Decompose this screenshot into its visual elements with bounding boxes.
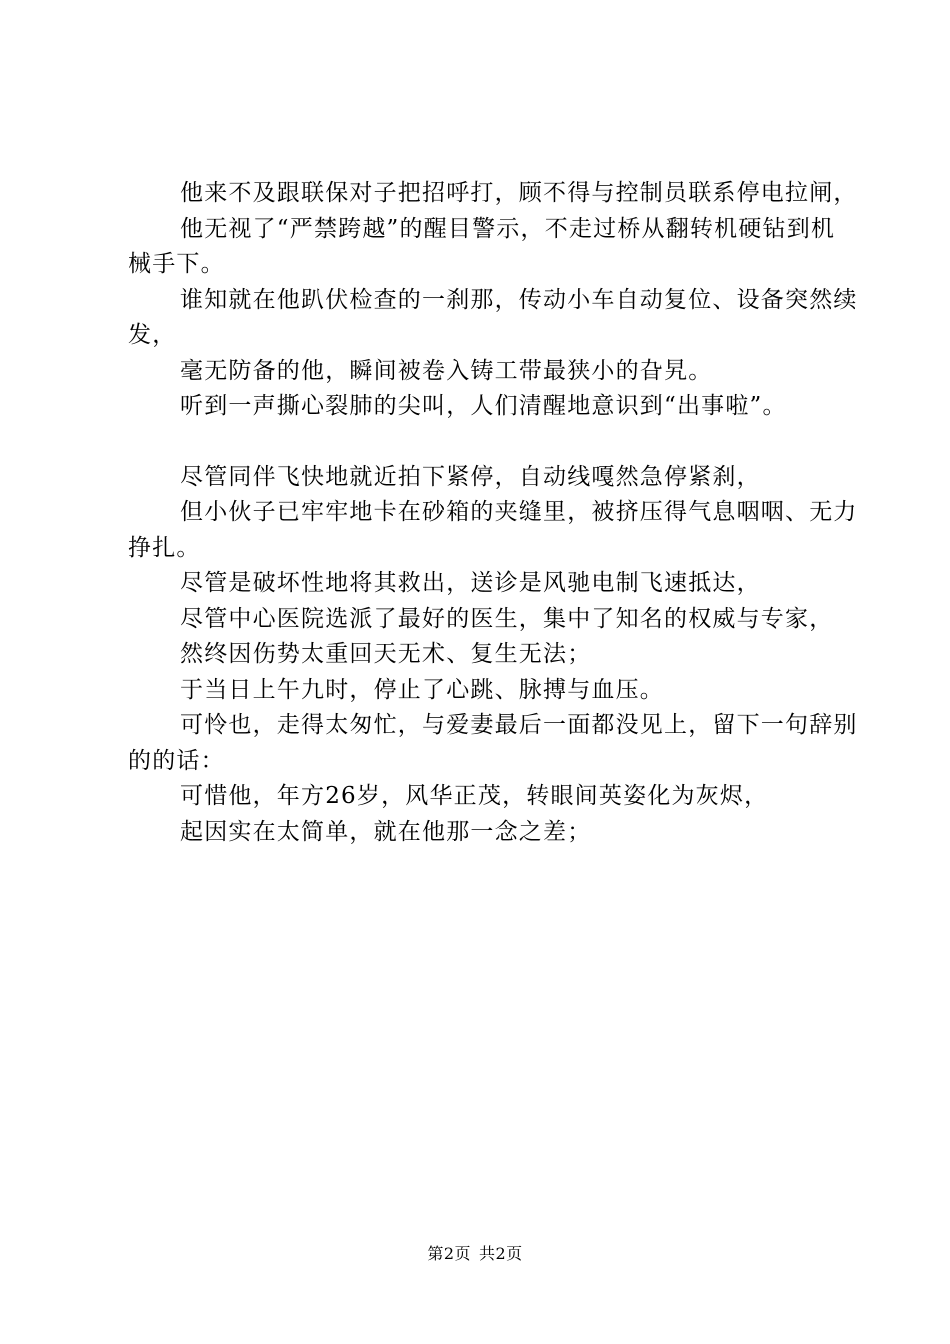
paragraph: 可惜他，年方26岁，风华正茂，转眼间英姿化为灰烬，: [180, 783, 769, 809]
paragraph: 听到一声撕心裂肺的尖叫，人们清醒地意识到“出事啦”。: [180, 393, 787, 419]
document-body: [128, 176, 858, 850]
paragraph-spacer: [128, 425, 858, 460]
paragraph: 可怜也，走得太匆忙，与爱妻最后一面都没见上，留下一句辞别的的话：: [128, 712, 858, 774]
paragraph: 尽管同伴飞快地就近拍下紧停，自动线嘎然急停紧刹，: [180, 463, 761, 490]
page-footer: [0, 1243, 950, 1265]
paragraph: 于当日上午九时，停止了心跳、脉搏与血压。: [180, 676, 664, 703]
page-number: 第2页: [427, 1244, 471, 1263]
paragraph: 但小伙子已牢牢地卡在砂箱的夹缝里，被挤压得气息咽咽、无力挣扎。: [128, 499, 858, 561]
paragraph: 他无视了“严禁跨越”的醒目警示，不走过桥从翻转机硬钻到机械手下。: [128, 215, 836, 277]
paragraph: 起因实在太简单，就在他那一念之差；: [180, 818, 592, 845]
paragraph: 尽管中心医院选派了最好的医生，集中了知名的权威与专家，: [180, 605, 834, 632]
paragraph: 谁知就在他趴伏检查的一刹那，传动小车自动复位、设备突然续发，: [128, 286, 858, 348]
paragraph: 然终因伤势太重回天无术、复生无法；: [180, 641, 592, 667]
paragraph: 毫无防备的他，瞬间被卷入铸工带最狭小的旮旯。: [180, 357, 713, 384]
paragraph: 他来不及跟联保对子把招呼打，顾不得与控制员联系停电拉闸，: [180, 180, 858, 206]
page-total: 共2页: [479, 1244, 523, 1263]
paragraph: 尽管是破坏性地将其救出，送诊是风驰电制飞速抵达，: [180, 570, 761, 596]
